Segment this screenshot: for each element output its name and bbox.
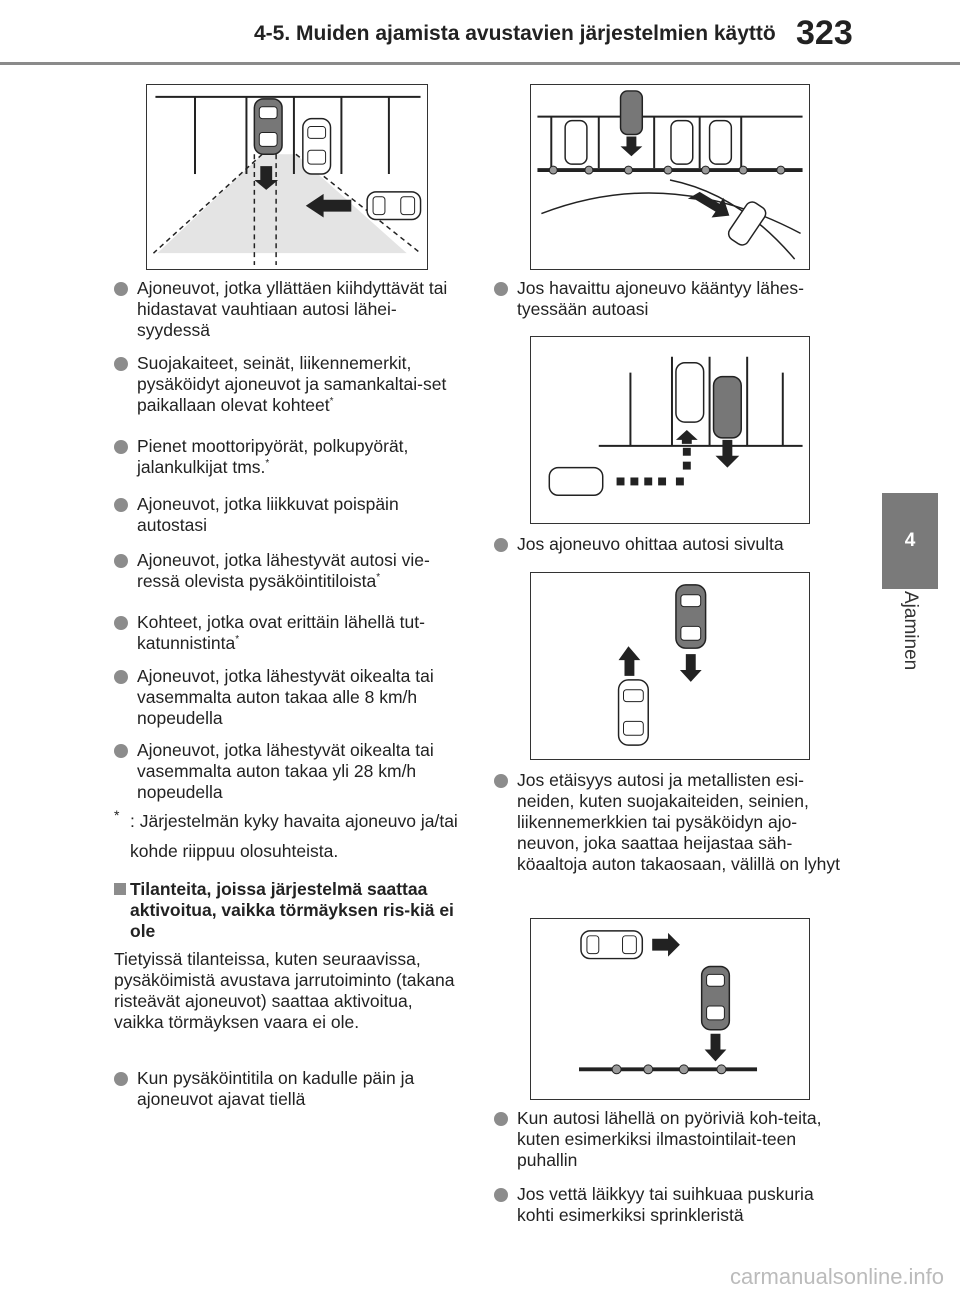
footnote-mark: * xyxy=(114,807,120,823)
figure-radar-coverage xyxy=(146,84,428,270)
figure-nearby-barrier xyxy=(530,918,810,1100)
bullet-icon xyxy=(114,282,128,296)
list-item: Jos ajoneuvo ohittaa autosi sivulta xyxy=(494,534,846,555)
list-item: Kohteet, jotka ovat erittäin lähellä tut-katunnistinta* xyxy=(114,612,466,654)
bullet-icon xyxy=(494,774,508,788)
bullet-icon xyxy=(114,744,128,758)
chapter-label: Ajaminen xyxy=(900,591,921,671)
turning-vehicle-illustration xyxy=(531,85,809,269)
figure-turning-vehicle xyxy=(530,84,810,270)
watermark: carmanualsonline.info xyxy=(730,1264,945,1289)
nearby-barrier-illustration xyxy=(531,919,809,1099)
reversing-lane-illustration xyxy=(531,337,809,523)
list-item: Ajoneuvot, jotka yllättäen kiihdyttävät tai hidastavat vauhtiaan autosi lähei-syydessä xyxy=(114,278,466,341)
list-item: Jos havaittu ajoneuvo kääntyy lähes-tyessään autoasi xyxy=(494,278,846,320)
bullet-icon xyxy=(494,1188,508,1202)
section-body: Tietyissä tilanteissa, kuten seuraavissa, pysäköimistä avustava jarrutoiminto (takana risteävät ajoneuvot) saattaa aktivoitua, vaikka törmäyksen vaara ei ole. xyxy=(114,949,455,1032)
list-item: Pienet moottoripyörät, polkupyörät, jalankulkijat tms.* xyxy=(114,436,466,478)
chapter-tab[interactable] xyxy=(882,493,938,589)
chapter-number: 4 xyxy=(904,530,916,551)
list-item: Ajoneuvot, jotka lähestyvät oikealta tai vasemmalta auton takaa yli 28 km/h nopeudella xyxy=(114,740,466,803)
bullet-icon xyxy=(494,282,508,296)
radar-coverage-illustration xyxy=(147,85,427,269)
header-divider xyxy=(0,62,960,65)
bullet-icon xyxy=(114,670,128,684)
figure-passing-vehicle xyxy=(530,572,810,760)
list-item: Kun autosi lähellä on pyöriviä koh-teita, kuten esimerkiksi ilmastointilait-teen puhallin xyxy=(494,1108,846,1171)
section-heading: Tilanteita, joissa järjestelmä saattaa aktivoitua, vaikka törmäyksen ris-kiä ei ole xyxy=(114,879,464,942)
bullet-icon xyxy=(114,440,128,454)
bullet-icon xyxy=(114,554,128,568)
bullet-icon xyxy=(114,616,128,630)
list-item: Ajoneuvot, jotka liikkuvat poispäin autostasi xyxy=(114,494,466,536)
list-item: Jos etäisyys autosi ja metallisten esi-neiden, kuten suojakaiteiden, seinien, liikennemerkkien tai pysäköidyn ajo-neuvon, joka saattaa heijastaa säh-köaaltoja auton takaosaan, välillä on lyhyt xyxy=(494,770,846,875)
figure-reversing-lane xyxy=(530,336,810,524)
list-item: Kun pysäköintitila on kadulle päin ja ajoneuvot ajavat tiellä xyxy=(114,1068,466,1110)
list-item: Suojakaiteet, seinät, liikennemerkit, pysäköidyt ajoneuvot ja samankaltai-set paikallaan olevat kohteet* xyxy=(114,353,466,416)
footnote xyxy=(114,806,474,866)
list-item: Jos vettä läikkyy tai suihkuaa puskuria kohti esimerkiksi sprinkleristä xyxy=(494,1184,846,1226)
bullet-icon xyxy=(114,498,128,512)
list-item: Ajoneuvot, jotka lähestyvät autosi vie-ressä olevista pysäköintitiloista* xyxy=(114,550,466,592)
page-number: 323 xyxy=(796,14,853,52)
bullet-icon xyxy=(114,1072,128,1086)
bullet-icon xyxy=(494,538,508,552)
footnote-text: : Järjestelmän kyky havaita ajoneuvo ja/tai kohde riippuu olosuhteista. xyxy=(130,811,458,861)
square-bullet-icon xyxy=(114,883,126,895)
list-item: Ajoneuvot, jotka lähestyvät oikealta tai vasemmalta auton takaa alle 8 km/h nopeudella xyxy=(114,666,466,729)
passing-vehicle-illustration xyxy=(531,573,809,759)
bullet-icon xyxy=(494,1112,508,1126)
section-title: 4-5. Muiden ajamista avustavien järjestelmien käyttö xyxy=(254,22,776,45)
bullet-icon xyxy=(114,357,128,371)
